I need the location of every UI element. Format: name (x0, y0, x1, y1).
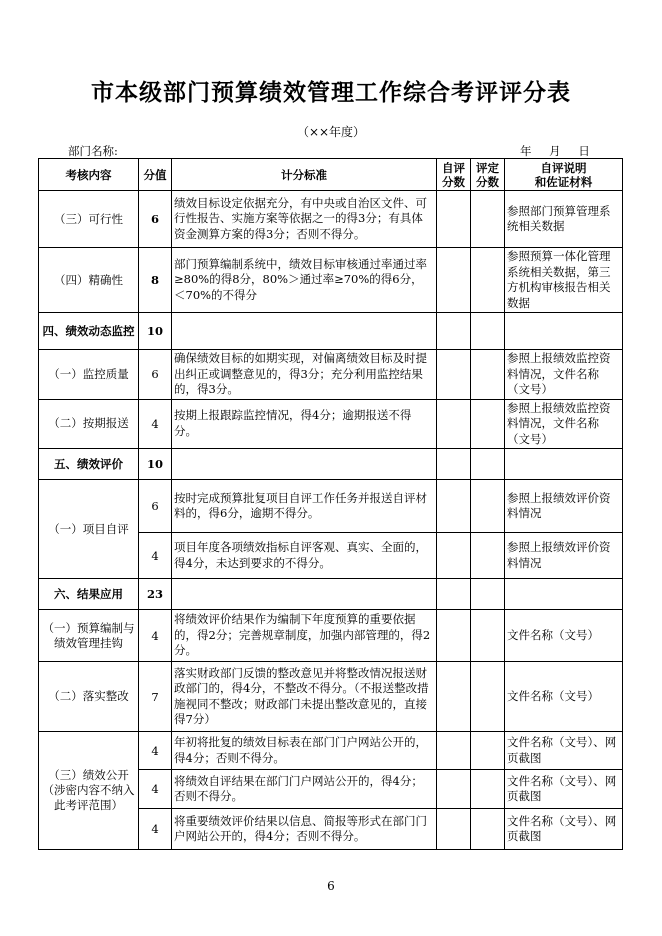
item-cell: 五、绩效评价 (39, 449, 139, 480)
header-item: 考核内容 (39, 159, 139, 191)
evidence-cell: 文件名称（文号） (505, 610, 623, 662)
score-cell: 10 (139, 313, 172, 350)
standard-cell: 按时完成预算批复项目自评工作任务并报送自评材料的，得6分，逾期不得分。 (172, 480, 437, 533)
self-score-cell (437, 662, 471, 732)
evidence-cell: 参照上报绩效监控资料情况，文件名称（文号） (505, 350, 623, 400)
evidence-cell: 文件名称（文号） (505, 662, 623, 732)
item-cell: （三）可行性 (39, 191, 139, 248)
page-title: 市本级部门预算绩效管理工作综合考评评分表 (91, 79, 571, 106)
score-cell: 7 (139, 662, 172, 732)
table-row (39, 313, 623, 350)
table-row (39, 449, 623, 480)
evidence-cell: 参照预算一体化管理系统相关数据，第三方机构审核报告相关数据 (505, 248, 623, 313)
evidence-cell: 文件名称（文号）、网页截图 (505, 732, 623, 770)
item-cell: 四、绩效动态监控 (39, 313, 139, 350)
header-standard: 计分标准 (172, 159, 437, 191)
eval-score-cell (471, 350, 505, 400)
table-header-row (39, 159, 623, 191)
standard-cell: 部门预算编制系统中，绩效目标审核通过率通过率≥80%的得8分，80%＞通过率≥70%的得6分，＜70%的不得分 (172, 248, 437, 313)
evidence-cell: 参照上报绩效评价资料情况 (505, 533, 623, 579)
eval-score-cell (471, 579, 505, 610)
date-day: 日 (578, 144, 590, 158)
table-row (39, 610, 623, 662)
score-cell: 23 (139, 579, 172, 610)
self-score-cell (437, 480, 471, 533)
eval-score-cell (471, 610, 505, 662)
date-line (520, 143, 590, 159)
eval-score-cell (471, 191, 505, 248)
evidence-cell: 参照部门预算管理系统相关数据 (505, 191, 623, 248)
eval-score-cell (471, 399, 505, 449)
evidence-cell (505, 449, 623, 480)
score-cell: 4 (139, 732, 172, 770)
score-cell: 4 (139, 610, 172, 662)
score-cell: 6 (139, 480, 172, 533)
eval-score-cell (471, 662, 505, 732)
item-cell: 六、结果应用 (39, 579, 139, 610)
table-row (39, 399, 623, 449)
item-cell: （一）监控质量 (39, 350, 139, 400)
score-cell: 8 (139, 248, 172, 313)
self-score-cell (437, 579, 471, 610)
self-score-cell (437, 449, 471, 480)
standard-cell (172, 313, 437, 350)
standard-cell: 按期上报跟踪监控情况，得4分；逾期报送不得分。 (172, 399, 437, 449)
score-cell: 10 (139, 449, 172, 480)
table-row (39, 191, 623, 248)
header-notes: 自评说明 和佐证材料 (505, 159, 623, 191)
evidence-cell: 参照上报绩效评价资料情况 (505, 480, 623, 533)
score-cell: 4 (139, 770, 172, 809)
self-score-cell (437, 610, 471, 662)
self-score-cell (437, 350, 471, 400)
item-cell: （三）绩效公开（涉密内容不纳入此考评范围） (39, 732, 139, 850)
eval-score-cell (471, 313, 505, 350)
evidence-cell: 文件名称（文号）、网页截图 (505, 809, 623, 850)
evidence-cell (505, 579, 623, 610)
dept-label: 部门名称: (68, 144, 118, 158)
page-number: 6 (327, 879, 335, 893)
self-score-cell (437, 248, 471, 313)
standard-cell (172, 449, 437, 480)
standard-cell: 确保绩效目标的如期实现，对偏离绩效目标及时提出纠正或调整意见的，得3分；充分利用监控结果的，得3分。 (172, 350, 437, 400)
score-cell: 4 (139, 809, 172, 850)
self-score-cell (437, 399, 471, 449)
table-row (39, 480, 623, 533)
self-score-cell (437, 191, 471, 248)
table-row (39, 579, 623, 610)
standard-cell: 将绩效自评结果在部门门户网站公开的，得4分；否则不得分。 (172, 770, 437, 809)
evidence-cell: 文件名称（文号）、网页截图 (505, 770, 623, 809)
item-cell: （一）预算编制与绩效管理挂钩 (39, 610, 139, 662)
evidence-cell (505, 313, 623, 350)
item-cell: （一）项目自评 (39, 480, 139, 579)
item-cell: （二）落实整改 (39, 662, 139, 732)
table-row (39, 248, 623, 313)
standard-cell: 年初将批复的绩效目标表在部门门户网站公开的，得4分；否则不得分。 (172, 732, 437, 770)
self-score-cell (437, 313, 471, 350)
standard-cell: 将重要绩效评价结果以信息、简报等形式在部门门户网站公开的，得4分；否则不得分。 (172, 809, 437, 850)
eval-score-cell (471, 248, 505, 313)
score-table (38, 158, 623, 850)
self-score-cell (437, 809, 471, 850)
evidence-cell: 参照上报绩效监控资料情况，文件名称（文号） (505, 399, 623, 449)
self-score-cell (437, 533, 471, 579)
standard-cell: 项目年度各项绩效指标自评客观、真实、全面的，得4分，未达到要求的不得分。 (172, 533, 437, 579)
table-row (39, 350, 623, 400)
eval-score-cell (471, 480, 505, 533)
header-self-score: 自评 分数 (437, 159, 471, 191)
table-row (39, 662, 623, 732)
score-cell: 4 (139, 399, 172, 449)
standard-cell: 将绩效评价结果作为编制下年度预算的重要依据的，得2分；完善规章制度，加强内部管理的，得2分。 (172, 610, 437, 662)
self-score-cell (437, 770, 471, 809)
score-cell: 4 (139, 533, 172, 579)
eval-score-cell (471, 809, 505, 850)
score-cell: 6 (139, 191, 172, 248)
item-cell: （四）精确性 (39, 248, 139, 313)
header-eval-score: 评定 分数 (471, 159, 505, 191)
table-row (39, 732, 623, 770)
item-cell: （二）按期报送 (39, 399, 139, 449)
score-cell: 6 (139, 350, 172, 400)
standard-cell: 落实财政部门反馈的整改意见并将整改情况报送财政部门的，得4分，不整改不得分。（不报送整改措施视同不整改；财政部门未提出整改意见的，直接得7分） (172, 662, 437, 732)
date-year: 年 (520, 144, 532, 158)
date-month: 月 (549, 144, 561, 158)
header-score: 分值 (139, 159, 172, 191)
standard-cell: 绩效目标设定依据充分，有中央或自治区文件、可行性报告、实施方案等依据之一的得3分；有具体资金测算方案的得3分；否则不得分。 (172, 191, 437, 248)
eval-score-cell (471, 533, 505, 579)
self-score-cell (437, 732, 471, 770)
eval-score-cell (471, 770, 505, 809)
year-subtitle: （××年度） (296, 125, 366, 139)
eval-score-cell (471, 449, 505, 480)
eval-score-cell (471, 732, 505, 770)
standard-cell (172, 579, 437, 610)
